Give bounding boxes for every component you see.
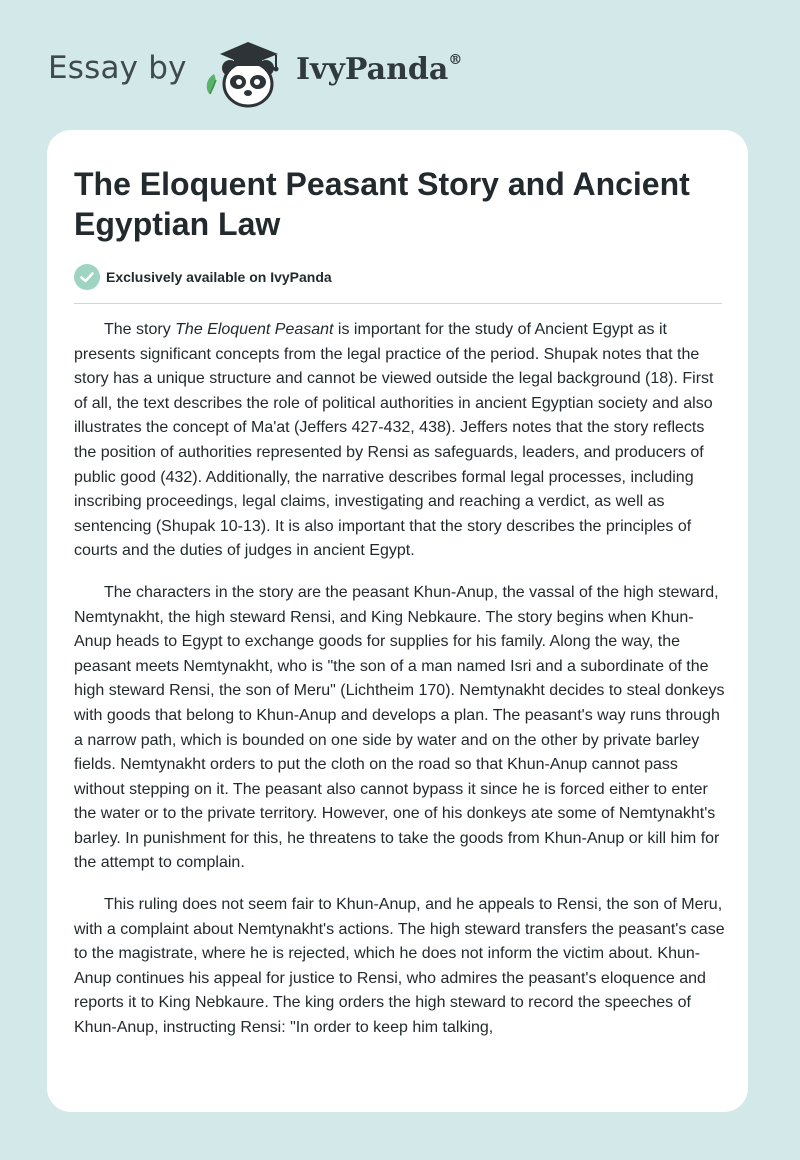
paragraph-1-text: is important for the study of Ancient Egypt as it presents significant concepts from the legal practice of the period. Shupak notes that the story has a unique structure and cannot be viewed outside the legal background (18). First of all, the text describes the role of political authorities in ancient Egyptian society and also illustrates the concept of Ma'at (Jeffers 427-432, 438). Jeffers notes that the story reflects the position of authorities represented by Rensi as safeguards, leaders, and producers of public good (432). Additionally, the narrative describes formal legal processes, including inscribing proceedings, legal claims, investigating and reaching a verdict, as well as sentencing (Shupak 10-13). It is also important that the story describes the principles of courts and the duties of judges in ancient Egypt.: [74, 321, 714, 560]
essay-by-label: Essay by: [48, 50, 187, 86]
check-circle-icon: [74, 264, 100, 290]
essay-title: The Eloquent Peasant Story and Ancient Egyptian Law: [74, 166, 690, 242]
paragraph-1-intro: The story: [104, 321, 176, 338]
registered-mark: ®: [448, 52, 463, 68]
brand-label: IvyPanda: [296, 52, 449, 87]
site-header: [0, 0, 800, 130]
brand-name[interactable]: [296, 52, 462, 87]
panda-graduation-cap-icon[interactable]: [200, 34, 292, 110]
paragraph-2: The characters in the story are the peasant Khun-Anup, the vassal of the high steward, Nemtynakht, the high steward Rensi, and King Nebkaure. The story begins when Khun-Anup heads to Egypt to exchange goods for supplies for his family. Along the way, the peasant meets Nemtynakht, who is "the son of a man named Isri and a subordinate of the high steward Rensi, the son of Meru" (Lichtheim 170). Nemtynakht decides to steal donkeys with goods that belong to Khun-Anup and develops a plan. The peasant's way runs through a narrow path, which is bounded on one side by water and on the other by private barley fields. Nemtynakht orders to put the cloth on the road so that Khun-Anup cannot pass without stepping on it. The peasant also cannot bypass it since he is forced either to enter the water or to the private territory. However, one of his donkeys ate some of Nemtynakht's barley. In punishment for this, he threatens to take the goods from Khun-Anup or kill him for the attempt to complain.: [74, 583, 725, 872]
story-title-italic: The Eloquent Peasant: [175, 321, 334, 338]
essay-body: [74, 318, 726, 1041]
exclusive-badge: [74, 264, 332, 290]
paragraph-1: [74, 318, 726, 564]
essay-card: [47, 130, 748, 1112]
divider: [74, 303, 722, 304]
exclusive-badge-text: Exclusively available on IvyPanda: [106, 269, 332, 285]
paragraph-3: This ruling does not seem fair to Khun-Anup, and he appeals to Rensi, the son of Meru, with a complaint about Nemtynakht's actions. The high steward transfers the peasant's case to the magistrate, where he is rejected, which he does not inform the victim about. Khun-Anup continues his appeal for justice to Rensi, who admires the peasant's eloquence and reports it to King Nebkaure. The king orders the high steward to record the speeches of Khun-Anup, instructing Rensi: "In order to keep him talking,: [74, 896, 725, 1037]
